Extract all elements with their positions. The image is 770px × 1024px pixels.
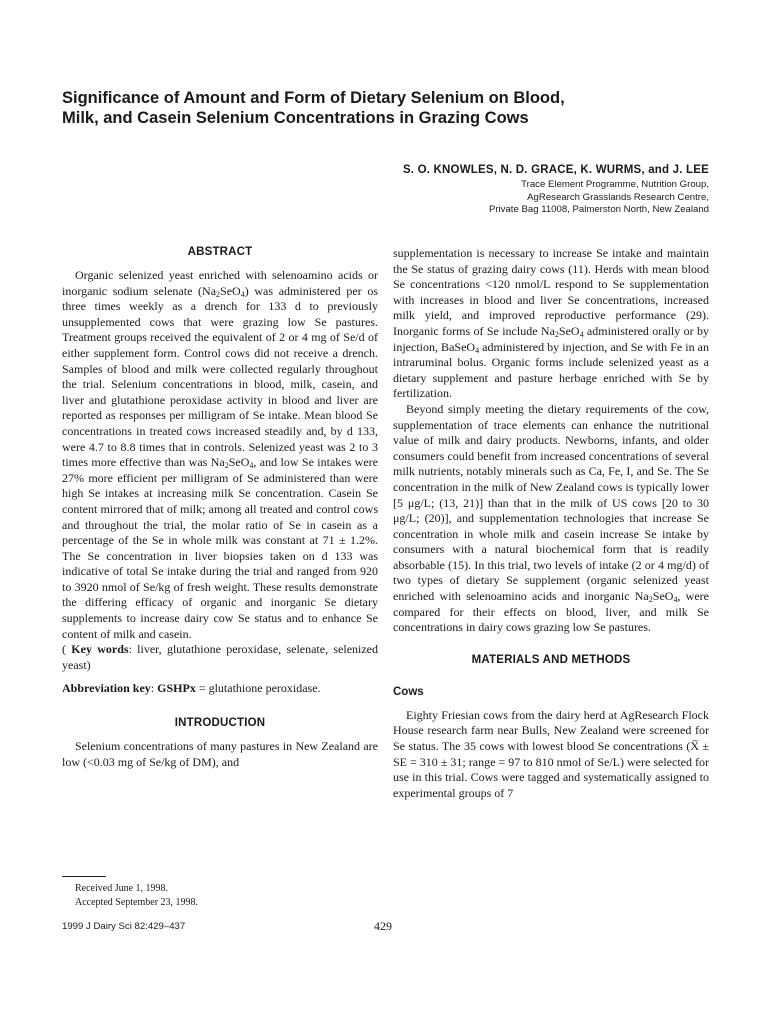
affiliation (489, 179, 709, 217)
journal-citation: 1999 J Dairy Sci 82:429–437 (62, 921, 186, 932)
affiliation-line: AgResearch Grasslands Research Centre, (527, 191, 709, 203)
body-paragraph: Eighty Friesian cows from the dairy herd at AgResearch Flock House research farm near Bulls, New Zealand were screened for Se status. The 35 cows with lowest blood Se concentrations (X̅ ± SE = 310 ± 31; range = 97 to 810 nmol of Se/L) were selected for use in this trial. Cows were tagged and systematically assigned to experimental groups of 7 (393, 707, 709, 800)
article-title: Significance of Amount and Form of Dietary Selenium on Blood, Milk, and Casein Selenium Concentrations in Grazing Cows (62, 89, 565, 127)
keywords-label: Key words (71, 642, 129, 657)
cows-subheading: Cows (393, 685, 424, 698)
introduction-heading: INTRODUCTION (174, 717, 266, 730)
abbreviation-key: Abbreviation key: GSHPx = glutathione peroxidase. (62, 681, 321, 696)
affiliation-line: Private Bag 11008, Palmerston North, New Zealand (488, 204, 709, 215)
left-column (62, 246, 378, 770)
accepted-date: Accepted September 23, 1998. (75, 897, 199, 908)
affiliation-line: Trace Element Programme, Nutrition Group, (521, 179, 709, 190)
methods-heading: MATERIALS AND METHODS (471, 653, 631, 666)
abstract-text: Organic selenized yeast enriched with selenoamino acids or inorganic sodium selenate $(Na_2SeO_4)$ was administered per os three times weekly as a drench for 133 d to previously unsupplemented cows that were grazing low Se pastures. Treatment groups received the equivalent of 2 or 4 mg of Se/d of either supplement form. Control cows did not receive a drench. Samples of blood and milk were collected regularly throughout the trial. Selenium concentrations in blood, milk, casein, and liver and glutathione peroxidase activity in blood and liver are reported as responses per milligram of Se intake. Mean blood Se concentrations in treated cows increased steadily and, by d 133, were 4.7 to 8.8 times that in controls. Selenized yeast was 2 to 3 times more effective than was $Na_2SeO_4$, and low Se intakes were 27% more efficient per milligram of Se administered than were high Se intakes at increasing milk Se concentration. Casein Se content mirrored that of milk; among all treated and control cows and throughout the trial, the molar ratio of Se in casein as a percentage of the Se in whole milk was constant at 71 ± 1.2%. The Se concentration in liver biopsies taken on d 133 was indicative of total Se intake during the trial and ranged from 920 to 3920 nmol of Se/kg of fresh weight. These results demonstrate the differing efficacy of organic and inorganic Se dietary supplements to increase dairy cow Se status and to enhance Se content of milk and casein. ( Key words: liver, glutathione peroxidase, selenate, selenized yeast) (62, 268, 379, 672)
abstract-heading: ABSTRACT (187, 246, 253, 258)
author-list: S. O. KNOWLES, N. D. GRACE, K. WURMS, and J. LEE (402, 164, 709, 176)
received-date: Received June 1, 1998. (75, 883, 169, 894)
footnote-divider (62, 876, 106, 877)
page-number: 429 (374, 919, 392, 933)
footnotes (75, 882, 198, 910)
right-column (393, 246, 709, 801)
introduction-text: Selenium concentrations of many pastures in New Zealand are low (<0.03 mg of Se/kg of DM), and (62, 739, 378, 769)
body-paragraph: Beyond simply meeting the dietary requirements of the cow, supplementation of trace elements can enhance the nutritional value of milk and dairy products. Newborns, infants, and older consumers could benefit from increased concentrations of several milk nutrients, notably minerals such as Ca, Fe, I, and Se. The Se concentration in the milk of New Zealand cows is typically lower [5 μg/L; (13, 21)] than that in the milk of US cows [20 to 30 μg/L; (20)], and supplementation technologies that increase Se concentration in whole milk and casein increase Se intake by consumers with a natural biochemical form that is readily absorbable (15). In this trial, two levels of intake (2 or 4 mg/d) of two types of dietary Se supplement (organic selenized yeast enriched with selenoamino acids and inorganic $Na_2SeO_4$, were compared for their effects on blood, liver, and milk Se concentrations in dairy cows grazing low Se pastures. (393, 401, 709, 635)
body-paragraph: supplementation is necessary to increase Se intake and maintain the Se status of grazing dairy cows (11). Herds with mean blood Se concentrations <120 nmol/L respond to Se supplementation with increases in blood and liver Se concentrations, increased milk yield, and improved reproductive performance (29). Inorganic forms of Se include $Na_2SeO_4$ administered orally or by injection, BaSeO$_4$ administered by injection, and Se with Fe in an intraruminal bolus. Organic forms include selenized yeast as a dietary supplement and pasture herbage enriched with Se by fertilization. (393, 246, 709, 401)
